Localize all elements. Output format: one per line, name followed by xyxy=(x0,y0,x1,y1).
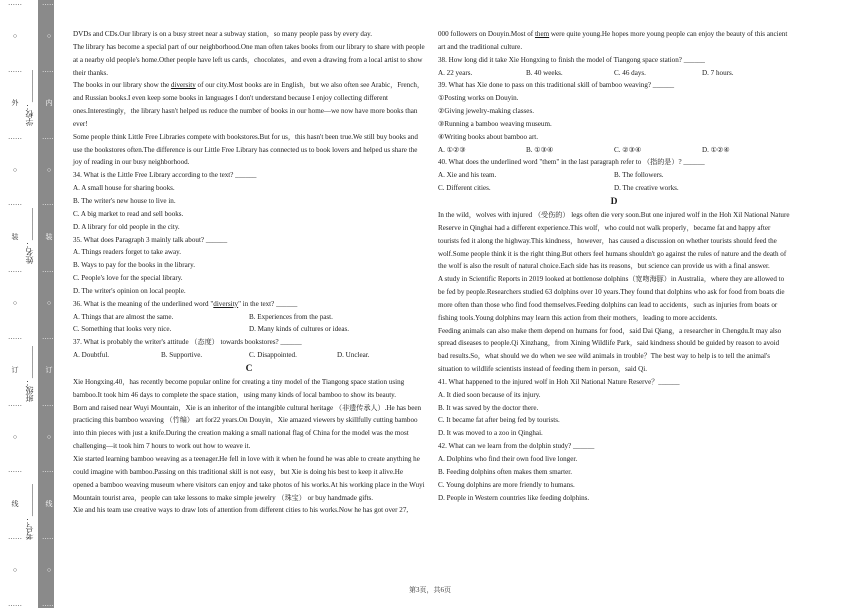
option-35a[interactable]: A. Things readers forget to take away. xyxy=(73,248,182,257)
option-34d[interactable]: D. A library for old people in the city. xyxy=(73,222,180,231)
seal-mark: ○ xyxy=(12,32,18,41)
seal-mark: ○ xyxy=(12,432,18,441)
page-number: 第3页，共6页 xyxy=(409,586,451,594)
seal-mark: …… xyxy=(8,599,22,608)
seal-mark: …… xyxy=(42,65,56,74)
seal-mark: 装 xyxy=(11,232,19,241)
statement-39-3: ③Running a bamboo weaving museum. xyxy=(438,119,552,128)
seal-mark: 内 xyxy=(45,99,53,108)
seal-mark: ○ xyxy=(46,32,52,41)
question-34: 34. What is the Little Free Library according to the text? ______ xyxy=(73,171,257,180)
option-34b[interactable]: B. The writer's new house to live in. xyxy=(73,196,176,205)
option-41d[interactable]: D. It was moved to a zoo in Qinghai. xyxy=(438,429,543,438)
statement-39-1: ①Posting works on Douyin. xyxy=(438,94,519,103)
option-36b[interactable]: B. Experiences from the past. xyxy=(249,312,333,321)
passage-paragraph: In the wild，wolves with injured （受伤的） legs often die very soon.But one injured wolf in the Hoh Xil National Nature Reserve in Qinghai had a different experience.This wolf，who could not walk properly，became fat and happy after tourists fed it along the highway.This kindness，however，has caused a discussion on whether tourists should feed the wolf.Some people think it is the right thing.But others feel humans shouldn't go against the rules of nature and the death of the wolf is also the result of natural choice.Each side has its reasons，but science can provide us with a final answer. xyxy=(438,210,790,271)
passage-paragraph: Born and raised near Wuyi Mountain，Xie is an inheritor of the intangible cultural heritage （非遗传承人）.He has been practicing this bamboo weaving （竹编） art for22 years.On Douyin，Xie amazed viewers by skillfully cutting bamboo into thin pieces with just a knife.During the creation making a small national flag of China for the model was the most challenging—it took him 7 hours to work out how to weave it. xyxy=(73,403,422,451)
section-heading-d: D xyxy=(610,196,618,207)
passage-paragraph: Xie Hongxing.40，has recently become popular online for creating a tiny model of the Tiangong space station using bamboo.It took him 46 days to complete the space station，using many kinds of local bamboo to show its beauty. xyxy=(73,377,405,399)
seal-mark: ○ xyxy=(46,165,52,174)
seal-mark: ○ xyxy=(46,432,52,441)
left-column xyxy=(73,28,425,517)
passage-paragraph: DVDs and CDs.Our library is on a busy street near a subway station，so many people pass by every day. xyxy=(73,30,372,38)
option-39c[interactable]: C. ②③④ xyxy=(614,145,642,154)
right-column xyxy=(438,28,790,504)
option-38d[interactable]: D. 7 hours. xyxy=(702,68,734,77)
seal-mark: …… xyxy=(42,0,56,7)
seal-mark: …… xyxy=(42,466,56,475)
option-42a[interactable]: A. Dolphins who find their own food live longer. xyxy=(438,455,578,463)
seal-mark: …… xyxy=(8,332,22,341)
question-39: 39. What has Xie done to pass on this traditional skill of bamboo weaving? ______ xyxy=(438,81,675,90)
text-run: 36. What is the meaning of the underlined word " xyxy=(73,299,214,308)
seal-mark: 线 xyxy=(45,499,53,508)
options-40-row2 xyxy=(438,182,790,195)
passage-paragraph: Some people think Little Free Libraries compete with bookstores.But for us，this hasn't been true.We still buy books and use the bookstores often.The difference is our Little Free Library has connected us to book lovers and helped us share the joy of reading in our busy neighborhood. xyxy=(73,132,418,167)
text-run: The books in our library show the xyxy=(73,81,171,90)
option-40a[interactable]: A. Xie and his team. xyxy=(438,171,497,180)
option-40c[interactable]: C. Different cities. xyxy=(438,184,491,193)
seal-mark: …… xyxy=(42,266,56,274)
option-37c[interactable]: C. Disappointed. xyxy=(249,351,297,360)
underlined-word: them xyxy=(534,30,550,38)
question-41: 41. What happened to the injured wolf in Hoh Xil National Nature Reserve？______ xyxy=(438,377,680,386)
option-38b[interactable]: B. 40 weeks. xyxy=(526,68,563,77)
underlined-word: diversity xyxy=(170,81,196,90)
option-42d[interactable]: D. People in Western countries like feeding dolphins. xyxy=(438,493,590,502)
options-36-row1 xyxy=(73,311,425,324)
question-40: 40. What does the underlined word "them" in the last paragraph refer to （指的是）? ______ xyxy=(438,158,705,167)
outer-seal-line xyxy=(8,0,22,608)
option-40b[interactable]: B. The followers. xyxy=(614,171,664,180)
seal-mark: …… xyxy=(42,533,56,541)
seal-mark: …… xyxy=(42,599,56,608)
question-42: 42. What can we learn from the dolphin study? ______ xyxy=(438,442,595,451)
seal-mark: …… xyxy=(8,65,22,74)
option-40d[interactable]: D. The creative works. xyxy=(614,184,679,193)
option-42c[interactable]: C. Young dolphins are more friendly to humans. xyxy=(438,480,575,489)
field-name[interactable]: 姓名：________ xyxy=(25,208,34,264)
options-40-row1 xyxy=(438,169,790,182)
text-run: of our city.Most books are in English，but we also often see Arabic，French，and Russian books.I even keep some books in languages I don't understand because I enjoy collecting different ones.Interestingly，the library hasn't helped us reduce the number of books in our home—we now have more books than ever! xyxy=(73,81,425,128)
option-39a[interactable]: A. ①②③ xyxy=(438,145,466,154)
option-34a[interactable]: A. A small house for sharing books. xyxy=(73,184,175,193)
seal-mark: ○ xyxy=(46,299,52,308)
passage-paragraph xyxy=(73,79,425,130)
seal-mark: …… xyxy=(42,132,56,141)
seal-mark: …… xyxy=(8,199,22,208)
field-school[interactable]: 学校：________ xyxy=(25,70,34,126)
options-36-row2 xyxy=(73,323,425,336)
seal-mark: ○ xyxy=(12,165,18,174)
binding-margin xyxy=(0,0,64,608)
seal-mark: 装 xyxy=(45,232,53,241)
statement-39-2: ②Giving jewelry-making classes. xyxy=(438,107,534,116)
section-heading-c: C xyxy=(245,363,253,374)
seal-mark: …… xyxy=(8,466,22,475)
option-42b[interactable]: B. Feeding dolphins often makes them smarter. xyxy=(438,467,572,476)
text-run: 000 followers on Douyin.Most of xyxy=(438,30,535,38)
field-id[interactable]: 考号：________ xyxy=(25,484,34,540)
field-class[interactable]: 班级：________ xyxy=(25,346,34,402)
seal-mark: …… xyxy=(8,266,22,274)
option-38a[interactable]: A. 22 years. xyxy=(438,68,473,77)
passage-paragraph: Xie and his team use creative ways to draw lots of attention from different cities to his works.Now he has got over 27, xyxy=(73,506,409,515)
statement-39-4: ④Writing books about bamboo art. xyxy=(438,132,539,141)
option-35c[interactable]: C. People's love for the special library. xyxy=(73,274,183,283)
seal-mark: ○ xyxy=(12,566,18,575)
question-36 xyxy=(73,298,425,311)
seal-mark: …… xyxy=(8,132,22,141)
seal-mark: ○ xyxy=(46,566,52,575)
option-36a[interactable]: A. Things that are almost the same. xyxy=(73,312,174,321)
question-35: 35. What does Paragraph 3 mainly talk about? ______ xyxy=(73,235,228,244)
option-41c[interactable]: C. It became fat after being fed by tourists. xyxy=(438,416,560,425)
text-run: were quite young.He hopes more young people can enjoy the beauty of this ancient art and the traditional culture. xyxy=(438,30,788,51)
option-35b[interactable]: B. Ways to pay for the books in the library. xyxy=(73,261,195,270)
option-41a[interactable]: A. It died soon because of its injury. xyxy=(438,390,541,399)
option-37a[interactable]: A. Doubtful. xyxy=(73,351,110,360)
option-36d[interactable]: D. Many kinds of cultures or ideas. xyxy=(249,325,350,334)
underlined-word: diversity xyxy=(213,299,239,308)
option-39b[interactable]: B. ①③④ xyxy=(526,145,554,154)
seal-mark: …… xyxy=(42,332,56,341)
options-39 xyxy=(438,144,790,157)
option-34c[interactable]: C. A big market to read and sell books. xyxy=(73,209,184,218)
question-38: 38. How long did it take Xie Hongxing to finish the model of Tiangong space station? ______ xyxy=(438,55,705,64)
passage-paragraph xyxy=(438,28,790,54)
seal-mark: …… xyxy=(42,399,56,408)
options-38 xyxy=(438,67,790,80)
passage-paragraph: The library has become a special part of our neighborhood.One man often takes books from our library to share with people at a nearby old people's home.Other people have left us cards，chocolates，and even a drawing from a local artist to show their thanks. xyxy=(73,42,425,77)
seal-mark: …… xyxy=(8,533,22,541)
option-39d[interactable]: D. ①②④ xyxy=(702,145,730,154)
option-38c[interactable]: C. 46 days. xyxy=(614,68,646,77)
option-35d[interactable]: D. The writer's opinion on local people. xyxy=(73,286,186,295)
option-41b[interactable]: B. It was saved by the doctor there. xyxy=(438,403,539,412)
seal-mark: 订 xyxy=(11,366,19,375)
option-37b[interactable]: B. Supportive. xyxy=(161,351,203,360)
passage-paragraph: A study in Scientific Reports in 2019 looked at bottlenose dolphins（宽吻海豚）in Australia，where they are allowed to be fed by people.Researchers studied 63 dolphins over 10 years.They found that dolphins who ask for food from boats die more often than those who find food themselves.Feeding dolphins can lead to accidents，such as injuries from boats or fishing tools.Young dolphins may learn this action from their mothers，leading to more accidents. xyxy=(438,275,785,322)
seal-mark: 订 xyxy=(45,366,53,375)
question-37: 37. What is probably the writer's attitude （态度） towards bookstores? ______ xyxy=(73,338,302,347)
options-37 xyxy=(73,349,425,362)
inner-seal-line xyxy=(42,0,56,608)
passage-paragraph: Feeding animals can also make them depend on humans for food，said Dai Qiang，a researcher in Chengdu.It may also spread diseases to people.Qi Xinzhang，from Xining Wildlife Park，said kindness should be guided by reason to avoid bad results.So，what should we do when we see wild animals in trouble？The best way to help is to tell the animal's situation to wildlife scientists instead of feeding them in person，said Qi. xyxy=(438,326,782,374)
seal-mark: ○ xyxy=(12,299,18,308)
seal-mark: …… xyxy=(8,399,22,408)
student-info-fields xyxy=(24,70,35,540)
passage-paragraph: Xie started learning bamboo weaving as a teenager.He fell in love with it when he found he was able to create anything he could imagine with bamboo.Passing on this traditional skill is not easy，but Xie is doing his best to keep it alive.He opened a bamboo weaving museum where visitors can enjoy and take photos of his works.At his working place in the Wuyi Mountain tourist area，people can take lessons to make simple jewelry （珠宝） or buy handmade gifts. xyxy=(73,455,425,502)
option-36c[interactable]: C. Something that looks very nice. xyxy=(73,325,172,334)
seal-mark: …… xyxy=(42,199,56,208)
seal-mark: …… xyxy=(8,0,22,7)
option-37d[interactable]: D. Unclear. xyxy=(337,351,370,360)
seal-mark: 外 xyxy=(11,99,19,108)
seal-mark: 线 xyxy=(11,499,19,508)
text-run: " in the text? ______ xyxy=(238,299,298,308)
